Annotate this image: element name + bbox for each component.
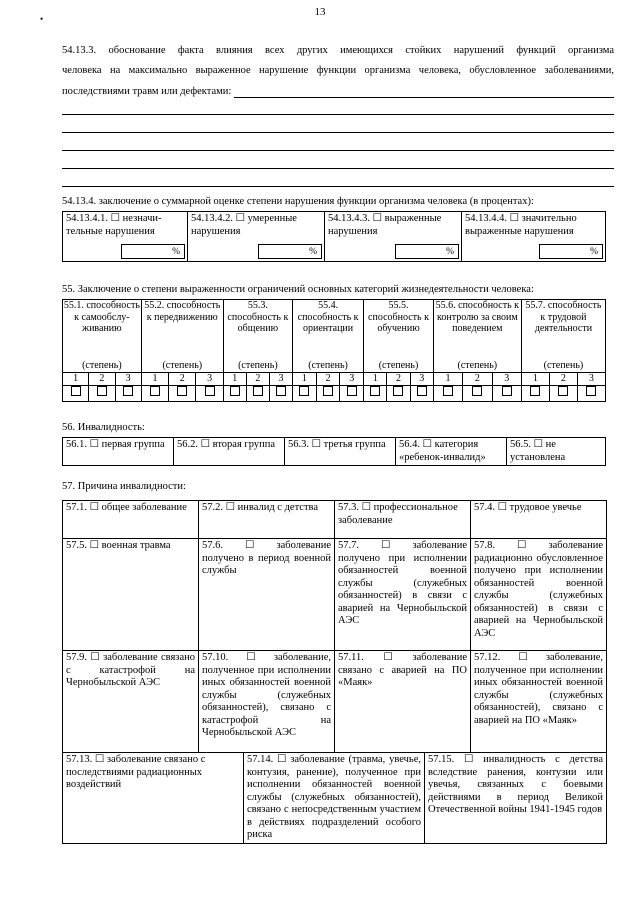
s55-table <box>62 299 606 402</box>
degree-checkbox[interactable] <box>417 386 427 396</box>
percent-field[interactable]: % <box>539 244 603 259</box>
s57-table <box>62 500 607 753</box>
degree-checkbox[interactable] <box>558 386 568 396</box>
degree-checkbox[interactable] <box>276 386 286 396</box>
level-2: 2 <box>169 373 196 386</box>
level-1: 1 <box>223 373 246 386</box>
degree-checkbox[interactable] <box>230 386 240 396</box>
degree-checkbox[interactable] <box>123 386 133 396</box>
cause-57-1[interactable]: 57.1. ☐ общее заболевание <box>63 501 199 539</box>
s54-13-4-heading: 54.13.4. заключение о суммарной оценке степени нарушения функции организма человека (в процентах): <box>62 196 534 207</box>
percent-field[interactable]: % <box>121 244 185 259</box>
degree-label: (степень) <box>141 360 223 373</box>
level-2: 2 <box>463 373 492 386</box>
degree-label: (степень) <box>292 360 363 373</box>
percent-field[interactable]: % <box>395 244 459 259</box>
level-3: 3 <box>269 373 292 386</box>
degree-label: (степень) <box>223 360 292 373</box>
cause-57-12[interactable]: 57.12. ☐ заболевание, полученное при исполнении иных обязанностей военной службы (служебных обязанностей), связано с аварией на ПО «Маяк» <box>471 651 607 753</box>
degree-label: (степень) <box>433 360 521 373</box>
disability-option-1[interactable]: 56.1. ☐ первая группа <box>63 438 174 466</box>
degree-checkbox[interactable] <box>299 386 309 396</box>
disability-option-3[interactable]: 56.3. ☐ третья группа <box>285 438 396 466</box>
s55-heading: 55. Заключение о степени выраженности ограничений основных категорий жизнедеятельности человека: <box>62 284 534 295</box>
cause-57-4[interactable]: 57.4. ☐ трудовое увечье <box>471 501 607 539</box>
category-55-5: 55.5. способность к обучению <box>364 300 434 360</box>
category-55-3: 55.3. способность к общению <box>223 300 292 360</box>
s54-13-4-4-cell[interactable] <box>462 212 606 262</box>
page-marker: • <box>40 14 44 24</box>
disability-option-4[interactable]: 56.4. ☐ категория «ребенок-инвалид» <box>396 438 507 466</box>
level-3: 3 <box>492 373 521 386</box>
percent-field[interactable]: % <box>258 244 322 259</box>
degree-checkbox[interactable] <box>586 386 596 396</box>
cause-57-9[interactable]: 57.9. ☐ заболевание связано с катастрофой на Чернобыльской АЭС <box>63 651 199 753</box>
disability-option-5[interactable]: 56.5. ☐ не установлена <box>507 438 606 466</box>
degree-checkbox[interactable] <box>205 386 215 396</box>
degree-label: (степень) <box>364 360 434 373</box>
degree-checkbox[interactable] <box>253 386 263 396</box>
answer-line[interactable] <box>62 150 614 151</box>
cause-57-6[interactable]: 57.6. ☐ заболевание получено в период военной службы <box>199 539 335 651</box>
s54-13-4-2-cell[interactable] <box>188 212 325 262</box>
degree-checkbox[interactable] <box>323 386 333 396</box>
degree-checkbox[interactable] <box>150 386 160 396</box>
degree-checkbox[interactable] <box>443 386 453 396</box>
level-3: 3 <box>196 373 223 386</box>
cause-57-10[interactable]: 57.10. ☐ заболевание, полученное при исполнении иных обязанностей военной службы (служебных обязанностей), связано с катастрофой на Чернобыльской АЭС <box>199 651 335 753</box>
answer-line[interactable] <box>62 132 614 133</box>
degree-checkbox[interactable] <box>530 386 540 396</box>
cause-57-15[interactable]: 57.15. ☐ инвалидность с детства вследствие ранения, контузии или увечья, связанных с боевыми действиями в период Великой Отечественной войны 1941-1945 годов <box>425 753 607 844</box>
level-2: 2 <box>316 373 340 386</box>
cause-57-11[interactable]: 57.11. ☐ заболевание связано с аварией на ПО «Маяк» <box>335 651 471 753</box>
degree-checkbox[interactable] <box>347 386 357 396</box>
degree-checkbox[interactable] <box>97 386 107 396</box>
degree-checkbox[interactable] <box>393 386 403 396</box>
level-3: 3 <box>340 373 364 386</box>
category-55-4: 55.4. способность к ориентации <box>292 300 363 360</box>
level-3: 3 <box>115 373 141 386</box>
answer-line[interactable] <box>62 186 614 187</box>
level-1: 1 <box>364 373 387 386</box>
category-55-2: 55.2. способность к передвижению <box>141 300 223 360</box>
cause-57-14[interactable]: 57.14. ☐ заболевание (травма, увечье, контузия, ранение), полученное при исполнении обязанностей военной службы (служебных обязанностей), связано с непосредственным участием в действиях подразделений особого риска <box>244 753 425 844</box>
s54-13-4-3-cell[interactable] <box>325 212 462 262</box>
cause-57-7[interactable]: 57.7. ☐ заболевание получено при исполнении обязанностей военной службы (служебных обязанностей) в связи с аварией на Чернобыльской АЭС <box>335 539 471 651</box>
answer-line[interactable] <box>62 114 614 115</box>
option-label: 54.13.4.1. ☐ незначи-тельные нарушения <box>66 213 162 237</box>
s57-heading: 57. Причина инвалидности: <box>62 481 186 492</box>
s57-table-last-row <box>62 752 607 844</box>
level-1: 1 <box>433 373 462 386</box>
degree-label: (степень) <box>63 360 142 373</box>
level-1: 1 <box>521 373 549 386</box>
level-2: 2 <box>387 373 410 386</box>
disability-option-2[interactable]: 56.2. ☐ вторая группа <box>174 438 285 466</box>
option-label: 54.13.4.4. ☐ значительно выраженные нарушения <box>465 213 577 237</box>
degree-checkbox[interactable] <box>71 386 81 396</box>
level-2: 2 <box>549 373 577 386</box>
s56-table <box>62 437 606 466</box>
s54-13-3-line1: 54.13.3. обоснование факта влияния всех других имеющихся стойких нарушений функций организма <box>62 45 614 56</box>
s54-13-3-line2: человека на максимально выраженное нарушение функции организма человека, обусловленное заболеваниями, <box>62 65 614 76</box>
option-label: 54.13.4.3. ☐ выраженные нарушения <box>328 213 442 237</box>
cause-57-5[interactable]: 57.5. ☐ военная травма <box>63 539 199 651</box>
cause-57-2[interactable]: 57.2. ☐ инвалид с детства <box>199 501 335 539</box>
cause-57-3[interactable]: 57.3. ☐ профессиональное заболевание <box>335 501 471 539</box>
degree-checkbox[interactable] <box>472 386 482 396</box>
level-1: 1 <box>63 373 89 386</box>
level-2: 2 <box>89 373 115 386</box>
level-1: 1 <box>292 373 316 386</box>
category-55-1: 55.1. способность к самообслу-живанию <box>63 300 142 360</box>
answer-line[interactable] <box>62 168 614 169</box>
level-2: 2 <box>246 373 269 386</box>
s54-13-3-line3: последствиями травм или дефектами: <box>62 86 232 97</box>
degree-label: (степень) <box>521 360 605 373</box>
category-55-7: 55.7. способность к трудовой деятельности <box>521 300 605 360</box>
level-3: 3 <box>410 373 433 386</box>
level-1: 1 <box>141 373 168 386</box>
s54-13-4-1-cell[interactable] <box>63 212 188 262</box>
degree-checkbox[interactable] <box>502 386 512 396</box>
page-number: 13 <box>314 6 326 18</box>
category-55-6: 55.6. способность к контролю за своим поведением <box>433 300 521 360</box>
answer-line[interactable] <box>234 97 614 98</box>
cause-57-13[interactable]: 57.13. ☐ заболевание связано с последствиями радиационных воздействий <box>63 753 244 844</box>
s54-13-4-table <box>62 211 606 262</box>
option-label: 54.13.4.2. ☐ умеренные нарушения <box>191 213 297 237</box>
cause-57-8[interactable]: 57.8. ☐ заболевание радиационно обусловленное получено при исполнении обязанностей военной службы (служебных обязанностей) в связи с аварией на Чернобыльской АЭС <box>471 539 607 651</box>
degree-checkbox[interactable] <box>370 386 380 396</box>
level-3: 3 <box>577 373 605 386</box>
degree-checkbox[interactable] <box>177 386 187 396</box>
s56-heading: 56. Инвалидность: <box>62 422 145 433</box>
